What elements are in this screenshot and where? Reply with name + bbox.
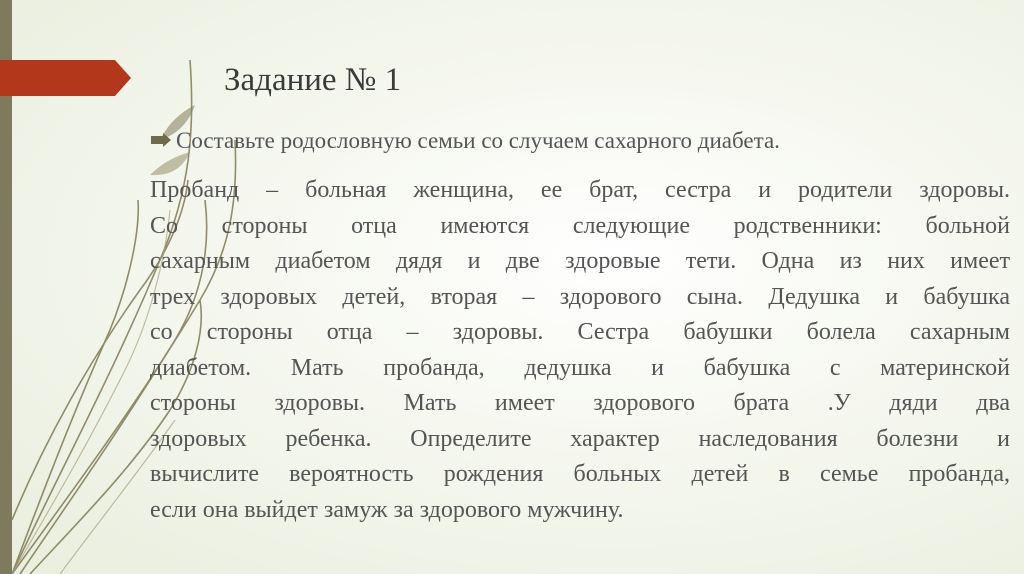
paragraph-line: трех здоровых детей, вторая – здорового сына. Дедушка и бабушка [150,283,1010,310]
paragraph-line: сахарным диабетом дядя и две здоровые тети. Одна из них имеет [150,248,1010,274]
paragraph-line: со стороны отца – здоровы. Сестра бабушки болела сахарным [150,319,1010,345]
paragraph-line: стороны здоровы. Мать имеет здорового брата .У дяди два [150,390,1010,416]
paragraph-line: здоровых ребенка. Определите характер наследования болезни и [150,425,1010,452]
title-accent-arrow [0,60,131,96]
paragraph-line: Пробанд – больная женщина, ее брат, сестра и родители здоровы. [150,177,1010,203]
paragraph-line: вычислите вероятность рождения больных детей в семье пробанда, [150,461,1010,487]
arrow-bullet-icon [150,130,172,150]
slide-title: Задание № 1 [224,62,402,98]
bullet-text: Составьте родословную семьи со случаем сахарного диабета. [176,128,780,153]
paragraph-line: диабетом. Мать пробанда, дедушка и бабушка с материнской [150,354,1010,381]
paragraph-line: Со стороны отца имеются следующие родственники: больной [150,212,1010,239]
paragraph-line: если она выйдет замуж за здорового мужчину. [150,496,624,523]
task-paragraph [150,173,1010,528]
bullet-item [150,126,1010,156]
